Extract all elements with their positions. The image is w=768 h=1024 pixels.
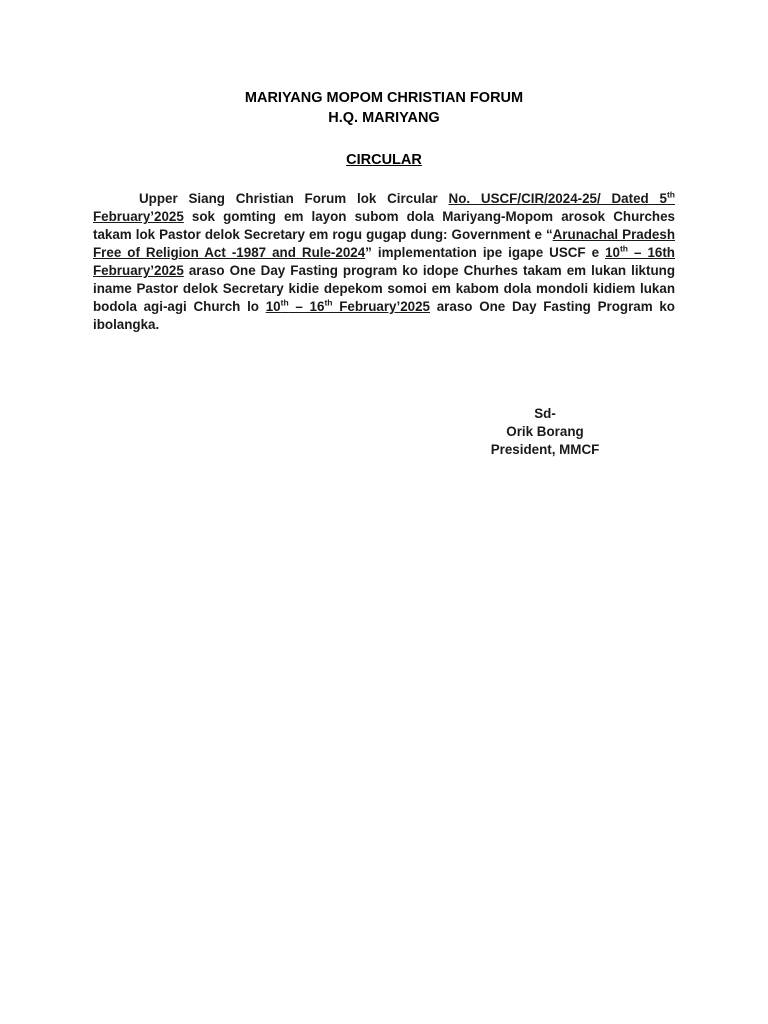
signature-sd: Sd- (534, 406, 556, 421)
body-text-segment: ” implementation ipe igape USCF e (365, 245, 606, 260)
organization-title: MARIYANG MOPOM CHRISTIAN FORUM (244, 90, 524, 106)
body-text-segment: araso One Day Fasting program ko idope Churhes takam em lukan liktung iname Pastor delok Secretary kidie depekom somoi em kabom dola mondoli kidiem lukan bodola agi-agi Church lo (93, 263, 675, 314)
reference-text: No. USCF/CIR/2024-25/ Dated 5 (448, 191, 667, 206)
reference-date: February’2025 (93, 209, 184, 224)
body-text-segment: Upper Siang Christian Forum lok Circular (139, 191, 449, 206)
date-text: – 16th February’2025 (93, 245, 675, 278)
fasting-date-range-2 (266, 299, 430, 314)
date-superscript: th (619, 243, 628, 254)
date-text: February’2025 (332, 299, 431, 314)
signatory-title: President, MMCF (490, 442, 600, 457)
headquarters-line: H.Q. MARIYANG (328, 110, 440, 126)
reference-superscript: th (666, 189, 675, 200)
date-text: – 16 (288, 299, 325, 314)
circular-heading: CIRCULAR (346, 152, 422, 168)
date-text: 10 (605, 245, 620, 260)
body-text-segment: araso One Day Fasting Program ko ibolangka. (93, 299, 675, 332)
signatory-name: Orik Borang (506, 424, 584, 439)
date-text: 10 (265, 299, 281, 314)
act-name: Arunachal Pradesh Free of Religion Act -1987 and Rule-2024 (93, 227, 676, 260)
body-text-segment: sok gomting em layon subom dola Mariyang-Mopom arosok Churches takam lok Pastor delok Secretary em rogu gugap dung: Government e “ (93, 209, 675, 242)
date-superscript: th (324, 297, 333, 308)
date-superscript: th (280, 297, 289, 308)
circular-body-paragraph (93, 190, 675, 334)
